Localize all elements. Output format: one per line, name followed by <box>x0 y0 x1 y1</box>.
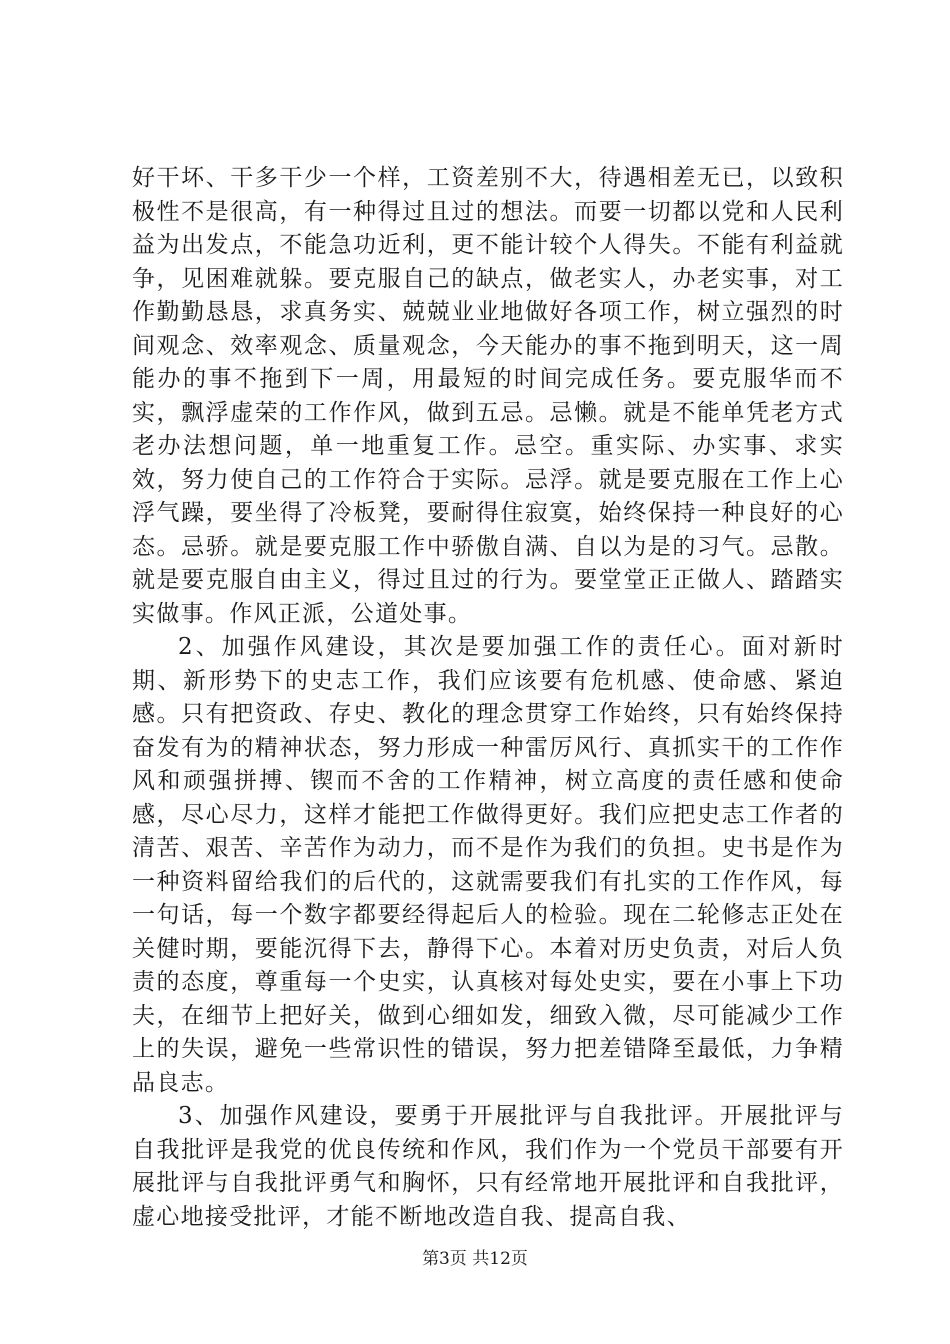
document-body <box>132 162 844 1234</box>
paragraph-1: 好干坏、干多干少一个样，工资差别不大，待遇相差无已，以致积极性不是很高，有一种得过且过的想法。而要一切都以党和人民利益为出发点，不能急功近利，更不能计较个人得失。不能有利益就争，见困难就躲。要克服自己的缺点，做老实人，办老实事，对工作勤勤恳恳，求真务实、兢兢业业地做好各项工作，树立强烈的时间观念、效率观念、质量观念，今天能办的事不拖到明天，这一周能办的事不拖到下一周，用最短的时间完成任务。要克服华而不实，飘浮虚荣的工作作风，做到五忌。忌懒。就是不能单凭老方式老办法想问题，单一地重复工作。忌空。重实际、办实事、求实效，努力使自己的工作符合于实际。忌浮。就是要克服在工作上心浮气躁，要坐得了冷板凳，要耐得住寂寞，始终保持一种良好的心态。忌骄。就是要克服工作中骄傲自满、自以为是的习气。忌散。就是要克服自由主义，得过且过的行为。要堂堂正正做人、踏踏实实做事。作风正派，公道处事。 <box>132 165 844 627</box>
page-number-footer: 第3页 共12页 <box>422 1249 528 1269</box>
paragraph-3: 3、加强作风建设，要勇于开展批评与自我批评。开展批评与自我批评是我党的优良传统和作风，我们作为一个党员干部要有开展批评与自我批评勇气和胸怀，只有经常地开展批评和自我批评，虚心地接受批评，才能不断地改造自我、提高自我、 <box>132 1103 844 1230</box>
paragraph-2: 2、加强作风建设，其次是要加强工作的责任心。面对新时期、新形势下的史志工作，我们应该要有危机感、使命感、紧迫感。只有把资政、存史、教化的理念贯穿工作始终，只有始终保持奋发有为的精神状态，努力形成一种雷厉风行、真抓实干的工作作风和顽强拼搏、锲而不舍的工作精神，树立高度的责任感和使命感，尽心尽力，这样才能把工作做得更好。我们应把史志工作者的清苦、艰苦、辛苦作为动力，而不是作为我们的负担。史书是作为一种资料留给我们的后代的，这就需要我们有扎实的工作作风，每一句话，每一个数字都要经得起后人的检验。现在二轮修志正处在关健时期，要能沉得下去，静得下心。本着对历史负责，对后人负责的态度，尊重每一个史实，认真核对每处史实，要在小事上下功夫，在细节上把好关，做到心细如发，细致入微，尽可能减少工作上的失误，避免一些常识性的错误，努力把差错降至最低，力争精品良志。 <box>132 634 844 1096</box>
